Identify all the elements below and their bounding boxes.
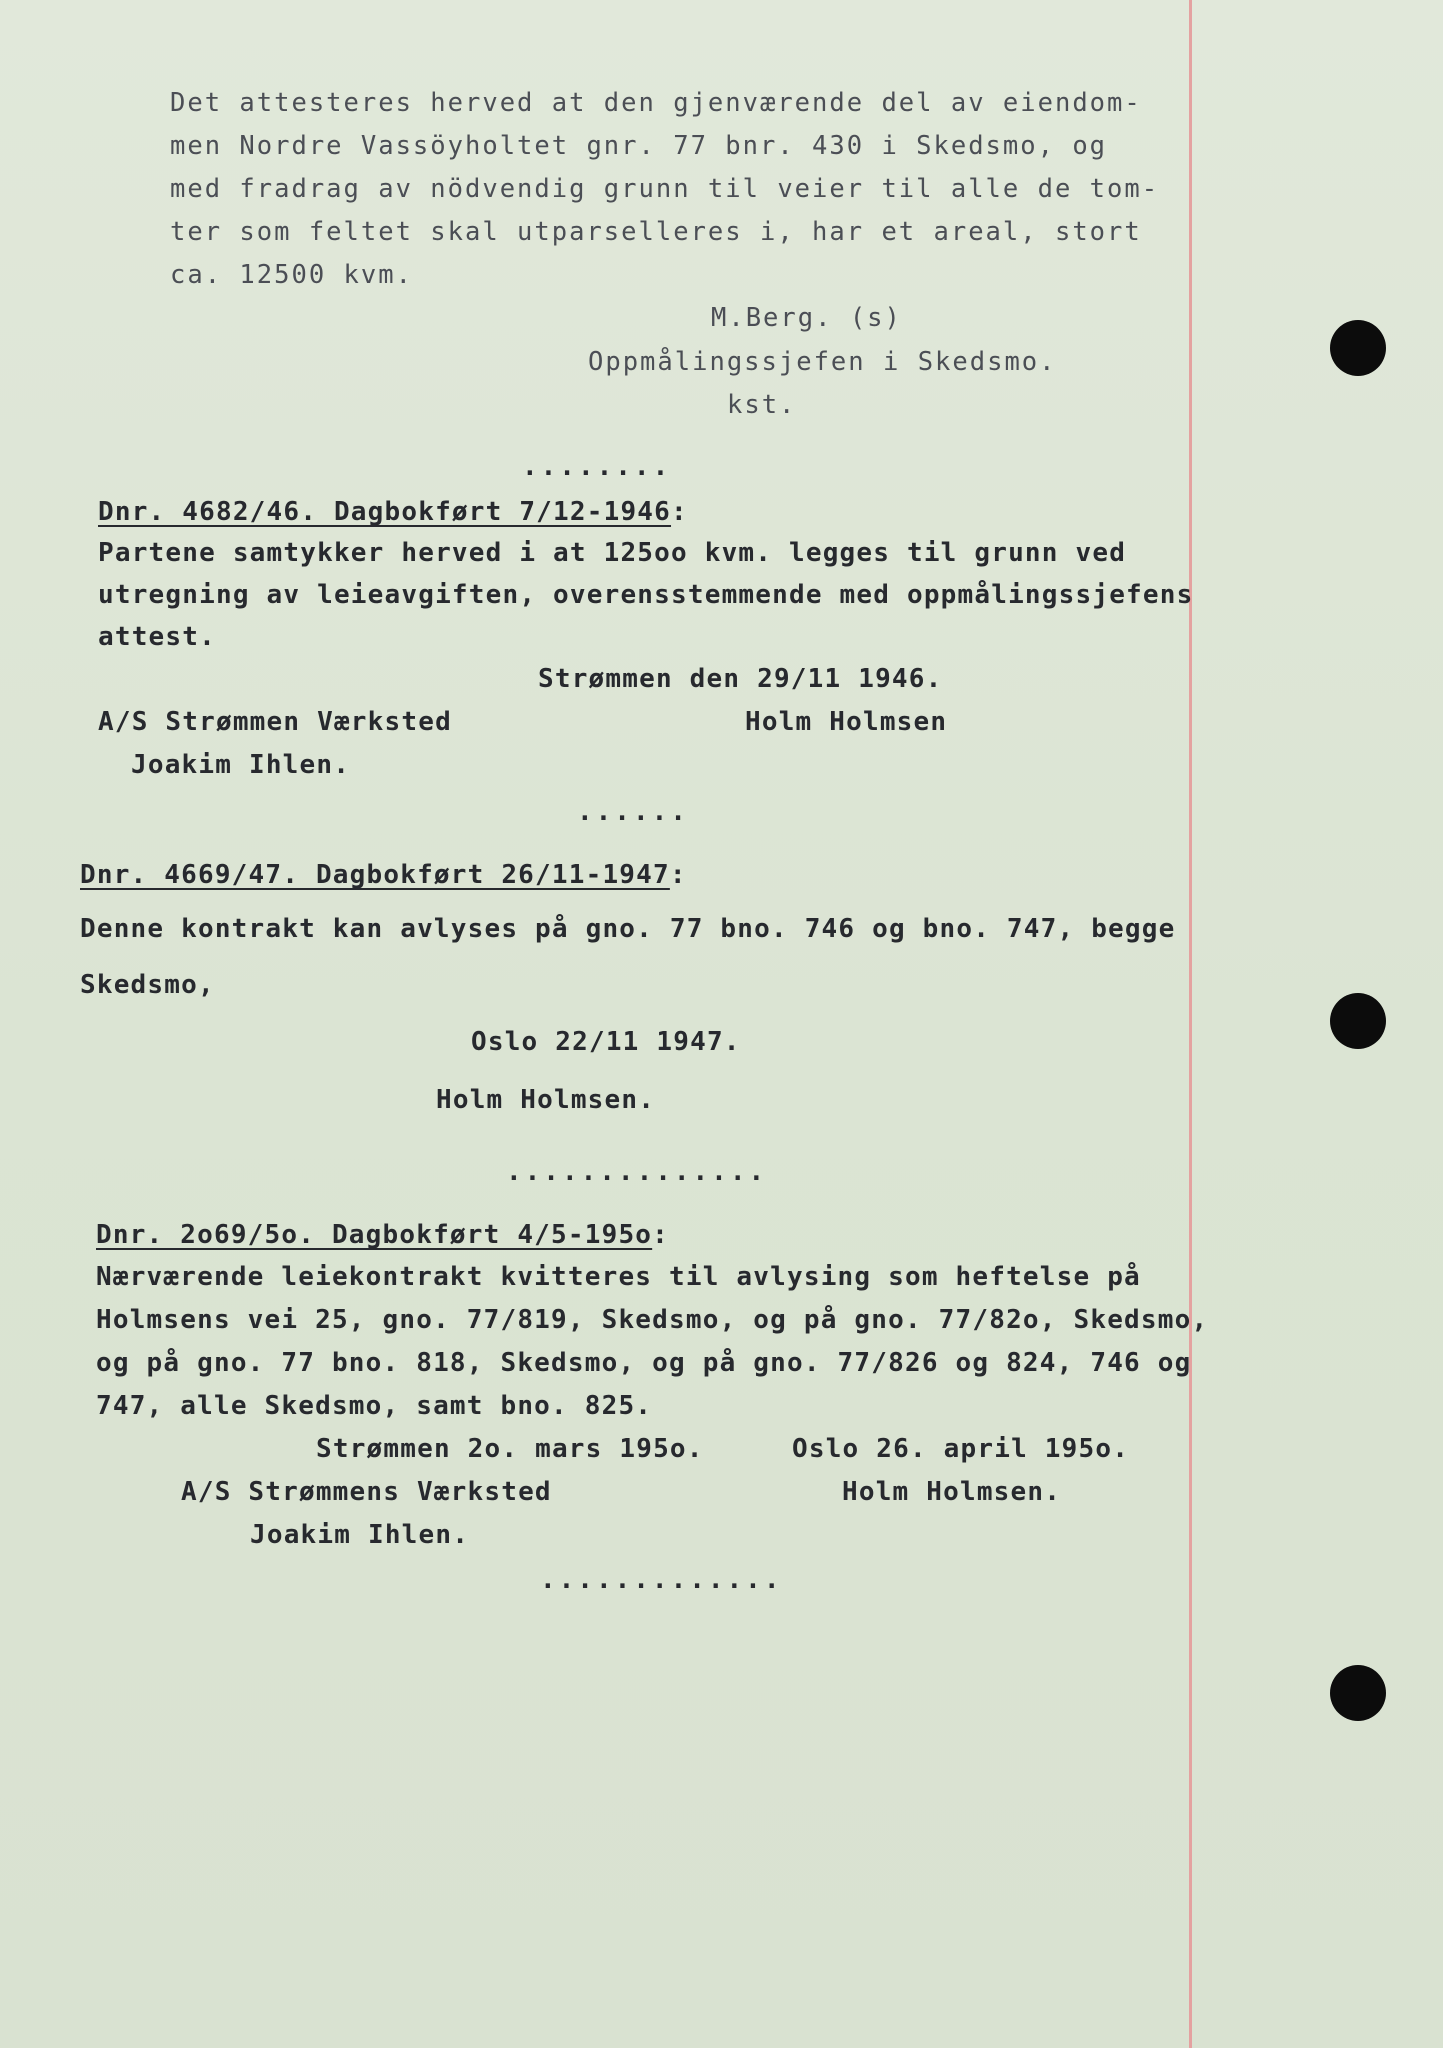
entry-4682-line-2: utregning av leieavgiften, overensstemmende med oppmålingssjefens: [98, 580, 1194, 610]
entry-2069-place-date-left: Strømmen 2o. mars 195o.: [316, 1434, 704, 1464]
attest-line-3: med fradrag av nödvendig grunn til veier til alle de tom-: [170, 174, 1160, 204]
entry-4669-line-1: Denne kontrakt kan avlyses på gno. 77 bno. 746 og bno. 747, begge: [80, 914, 1176, 944]
attest-line-5: ca. 12500 kvm.: [170, 260, 413, 290]
punch-hole-top: [1330, 320, 1386, 376]
attest-title: Oppmålingssjefen i Skedsmo.: [588, 347, 1057, 377]
entry-2069-line-1: Nærværende leiekontrakt kvitteres til avlysing som heftelse på: [96, 1262, 1141, 1292]
entry-2069-signer-left: Joakim Ihlen.: [250, 1520, 470, 1550]
entry-4682-place-date: Strømmen den 29/11 1946.: [538, 664, 943, 694]
entry-heading-2069: [96, 1220, 669, 1250]
entry-2069-party-left: A/S Strømmens Værksted: [181, 1477, 552, 1507]
entry-4669-place-date: Oslo 22/11 1947.: [471, 1027, 741, 1057]
entry-2069-line-3: og på gno. 77 bno. 818, Skedsmo, og på gno. 77/826 og 824, 746 og: [96, 1348, 1192, 1378]
entry-4682-party-left: A/S Strømmen Værksted: [98, 707, 452, 737]
entry-4682-line-3: attest.: [98, 622, 216, 652]
attest-line-2: men Nordre Vassöyholtet gnr. 77 bnr. 430 i Skedsmo, og: [170, 131, 1108, 161]
entry-4682-signer-left: Joakim Ihlen.: [131, 750, 351, 780]
entry-2069-place-date-right: Oslo 26. april 195o.: [792, 1434, 1130, 1464]
entry-2069-signer-right: Holm Holmsen.: [842, 1477, 1062, 1507]
entry-heading-2069-text: Dnr. 2o69/5o. Dagbokført 4/5-195o: [96, 1220, 653, 1250]
entry-heading-4669: [80, 860, 687, 890]
entry-4682-line-1: Partene samtykker herved i at 125oo kvm. legges til grunn ved: [98, 538, 1127, 568]
attest-line-1: Det attesteres herved at den gjenværende del av eiendom-: [170, 88, 1142, 118]
attest-signature: M.Berg. (s): [711, 303, 902, 333]
entry-heading-4682-colon: :: [671, 497, 688, 527]
entry-4669-signer: Holm Holmsen.: [436, 1085, 656, 1115]
attest-kst: kst.: [727, 390, 797, 420]
entry-2069-line-4: 747, alle Skedsmo, samt bno. 825.: [96, 1391, 653, 1421]
entry-4669-line-2: Skedsmo,: [80, 970, 215, 1000]
entry-heading-4682-text: Dnr. 4682/46. Dagbokført 7/12-1946: [98, 497, 672, 527]
attest-line-4: ter som feltet skal utparselleres i, har et areal, stort: [170, 217, 1142, 247]
entry-heading-2069-colon: :: [652, 1220, 670, 1250]
separator-3: ..............: [506, 1157, 768, 1187]
separator-4: .............: [540, 1565, 783, 1595]
separator-1: ........: [522, 452, 672, 482]
entry-4682-party-right: Holm Holmsen: [745, 707, 948, 737]
red-margin-line: [1189, 0, 1192, 2048]
entry-heading-4682: [98, 497, 688, 527]
punch-hole-middle: [1330, 993, 1386, 1049]
entry-heading-4669-colon: :: [669, 860, 687, 890]
punch-hole-bottom: [1330, 1665, 1386, 1721]
entry-2069-line-2: Holmsens vei 25, gno. 77/819, Skedsmo, og på gno. 77/82o, Skedsmo,: [96, 1305, 1209, 1335]
separator-2: ......: [577, 797, 689, 827]
entry-heading-4669-text: Dnr. 4669/47. Dagbokført 26/11-1947: [80, 860, 670, 890]
